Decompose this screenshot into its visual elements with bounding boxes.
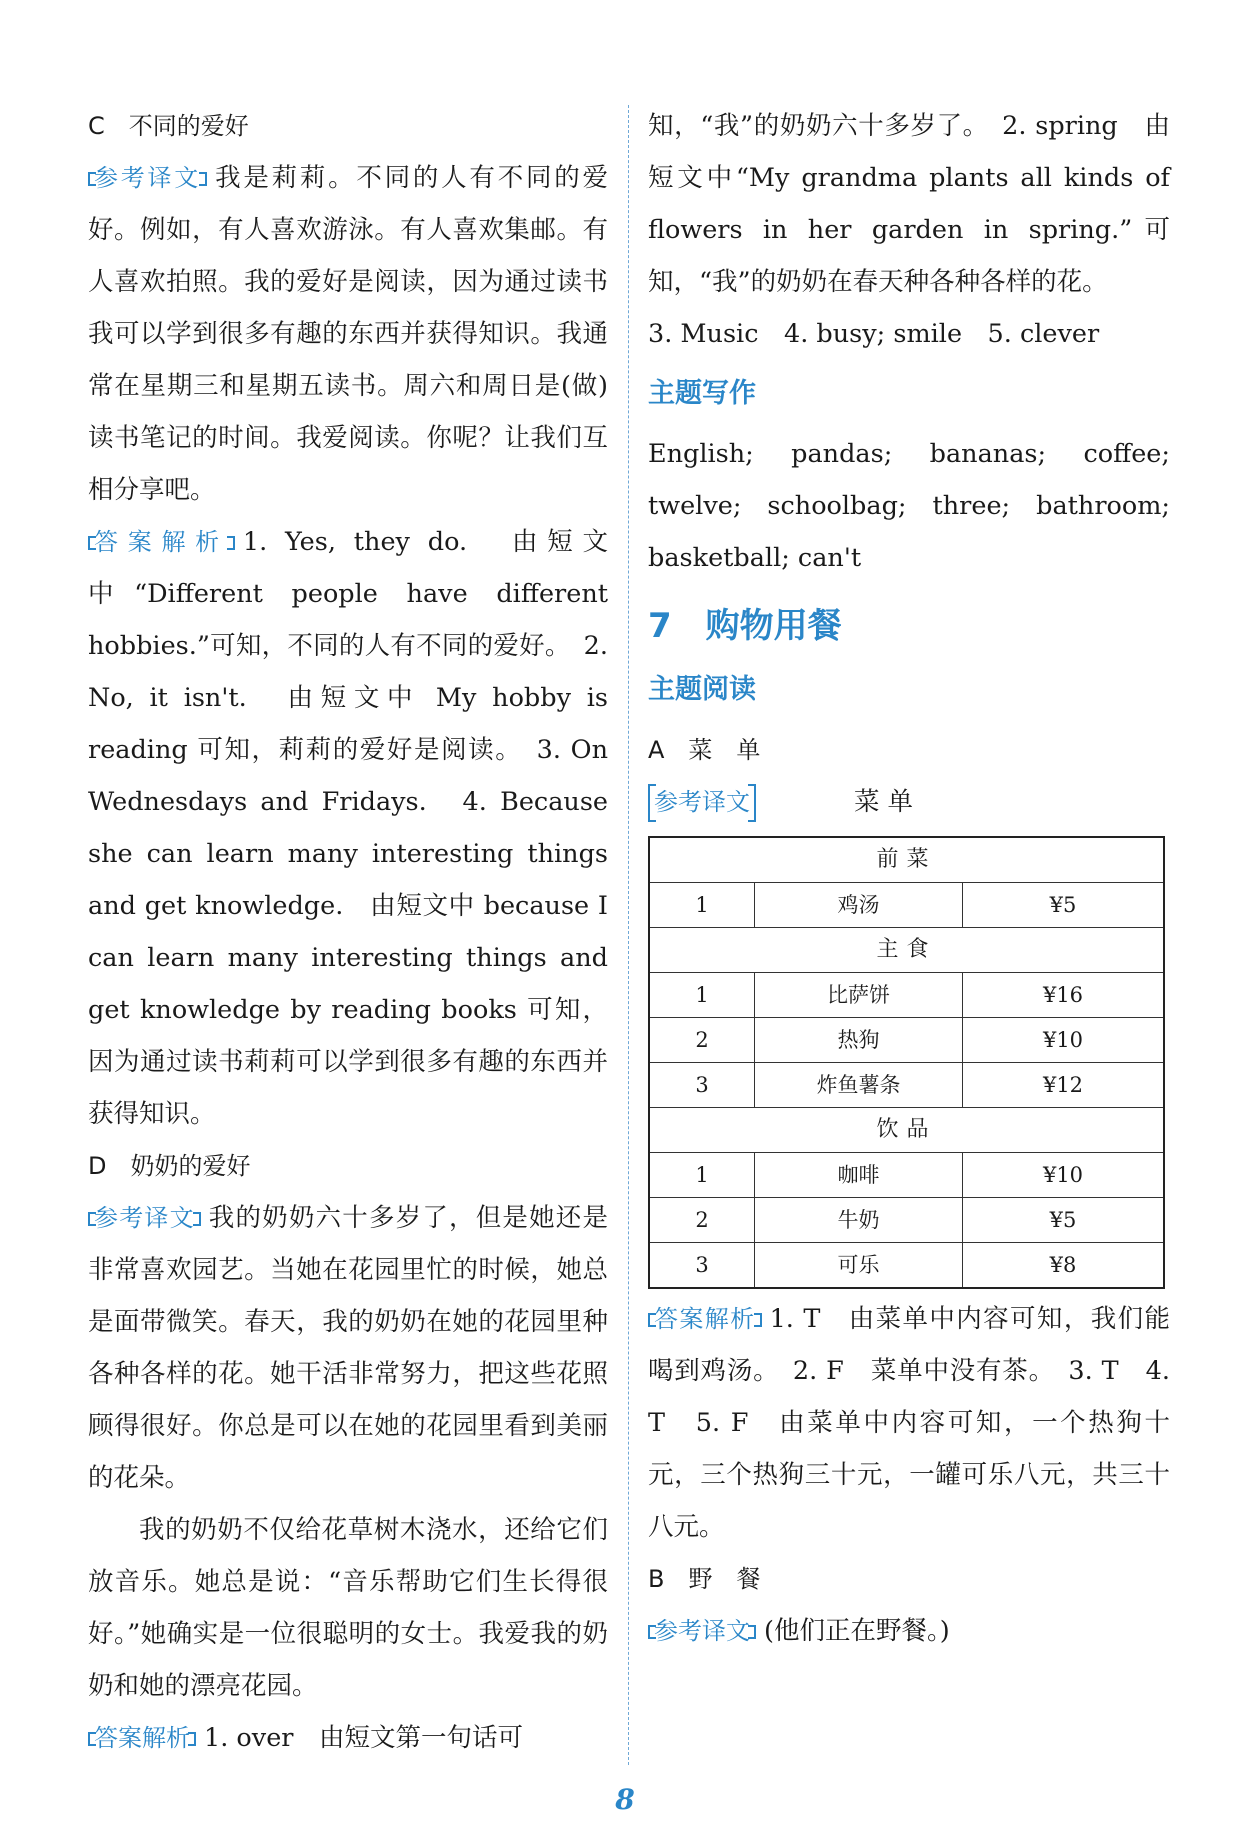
b-translation-text: (他们正在野餐。): [764, 1616, 950, 1646]
section-d-title: D 奶奶的爱好: [88, 1152, 251, 1180]
menu-item-number: 1: [649, 1153, 755, 1198]
menu-item-price: ¥8: [963, 1243, 1165, 1289]
menu-item-name: 咖啡: [755, 1153, 963, 1198]
b-translation-tag: 参考译文: [648, 1617, 756, 1645]
menu-item-row: [649, 1198, 1164, 1243]
section-c-title: C 不同的爱好: [88, 112, 249, 140]
writing-answers: English; pandas; bananas; coffee; twelve; schoolbag; three; bathroom; basketball; can't: [648, 439, 1170, 573]
c-answer-paragraph: [88, 516, 608, 1140]
page-number: 8: [615, 1783, 635, 1816]
writing-title: 主题写作: [648, 378, 756, 409]
d-answer-paragraph: [88, 1712, 608, 1764]
section-a-title: A 菜 单: [648, 736, 761, 764]
section-b-title: B 野 餐: [648, 1565, 761, 1593]
menu-item-name: 牛奶: [755, 1198, 963, 1243]
c-translation-tag: 参考译文: [88, 164, 207, 192]
menu-category-row: [649, 837, 1164, 883]
menu-category-row: [649, 1108, 1164, 1153]
d-translation-text-1: 我的奶奶六十多岁了，但是她还是非常喜欢园艺。当她在花园里忙的时候，她总是面带微笑。春天，我的奶奶在她的花园里种各种各样的花。她干活非常努力，把这些花照顾得很好。你总是可以在她的花园里看到美丽的花朵。: [88, 1203, 608, 1493]
menu-item-price: ¥10: [963, 1153, 1165, 1198]
menu-title: 菜单: [854, 787, 922, 817]
a-answer-paragraph: [648, 1293, 1170, 1553]
menu-table: [648, 836, 1165, 1289]
menu-item-number: 1: [649, 973, 755, 1018]
menu-item-row: [649, 1243, 1164, 1289]
d-answer-tag: 答案解析: [88, 1724, 196, 1752]
reading-title: 主题阅读: [648, 674, 756, 705]
column-divider: [628, 105, 629, 1765]
menu-item-name: 鸡汤: [755, 883, 963, 928]
a-answer-text: 1. T 由菜单中内容可知，我们能喝到鸡汤。 2. F 菜单中没有茶。 3. T 4. T 5. F 由菜单中内容可知，一个热狗十元，三个热狗三十元，一罐可乐八元，共三十八元。: [648, 1304, 1171, 1542]
menu-category-row: [649, 928, 1164, 973]
a-answer-tag: 答案解析: [648, 1305, 762, 1333]
menu-item-row: [649, 883, 1164, 928]
menu-item-number: 2: [649, 1018, 755, 1063]
chapter-title: 7 购物用餐: [648, 606, 842, 646]
d-translation-tag: 参考译文: [88, 1204, 201, 1232]
b-translation-paragraph: [648, 1605, 1170, 1657]
menu-item-name: 比萨饼: [755, 973, 963, 1018]
menu-item-number: 2: [649, 1198, 755, 1243]
d-translation-paragraph-1: [88, 1192, 608, 1504]
menu-item-row: [649, 1063, 1164, 1108]
menu-item-name: 可乐: [755, 1243, 963, 1289]
menu-item-price: ¥16: [963, 973, 1165, 1018]
menu-item-row: [649, 1018, 1164, 1063]
menu-item-name: 热狗: [755, 1018, 963, 1063]
d-answer-continued: 知，“我”的奶奶六十多岁了。 2. spring 由短文中“My grandma plants all kinds of flowers in her garden in spring.”可知，“我”的奶奶在春天种各种各样的花。: [648, 111, 1170, 297]
menu-category: 主食: [649, 928, 1164, 973]
d-translation-paragraph-2: 我的奶奶不仅给花草树木浇水，还给它们放音乐。她总是说：“音乐帮助它们生长得很好。”她确实是一位很聪明的女士。我爱我的奶奶和她的漂亮花园。: [88, 1515, 608, 1701]
menu-item-price: ¥5: [963, 883, 1165, 928]
menu-item-number: 3: [649, 1243, 755, 1289]
d-answer-more: 3. Music 4. busy; smile 5. clever: [648, 319, 1100, 349]
menu-category: 饮品: [649, 1108, 1164, 1153]
menu-item-row: [649, 1153, 1164, 1198]
left-column: [88, 100, 608, 1764]
c-translation-text: 我是莉莉。不同的人有不同的爱好。例如，有人喜欢游泳。有人喜欢集邮。有人喜欢拍照。我的爱好是阅读，因为通过读书我可以学到很多有趣的东西并获得知识。我通常在星期三和星期五读书。周六和周日是(做)读书笔记的时间。我爱阅读。你呢？让我们互相分享吧。: [88, 163, 608, 505]
c-answer-tag: 答案解析: [88, 528, 235, 556]
c-answer-text: 1. Yes, they do. 由短文中“Different people have different hobbies.”可知，不同的人有不同的爱好。 2. No, it isn't. 由短文中 My hobby is reading 可知，莉莉的爱好是阅读。 3. On Wednesdays and Fridays. 4. Because she can learn many interesting things and get knowledge. 由短文中 because I can learn many interesting things and get knowledge by reading books 可知，因为通过读书莉莉可以学到很多有趣的东西并获得知识。: [88, 527, 608, 1129]
menu-item-number: 1: [649, 883, 755, 928]
menu-item-row: [649, 973, 1164, 1018]
right-column: [648, 100, 1170, 1657]
menu-title-row: [648, 776, 1170, 828]
menu-item-price: ¥5: [963, 1198, 1165, 1243]
d-answer-text: 1. over 由短文第一句话可: [204, 1723, 523, 1753]
menu-item-price: ¥12: [963, 1063, 1165, 1108]
a-translation-tag: 参考译文: [648, 776, 756, 828]
c-translation-paragraph: [88, 152, 608, 516]
menu-item-name: 炸鱼薯条: [755, 1063, 963, 1108]
menu-item-price: ¥10: [963, 1018, 1165, 1063]
menu-category: 前菜: [649, 837, 1164, 883]
menu-item-number: 3: [649, 1063, 755, 1108]
